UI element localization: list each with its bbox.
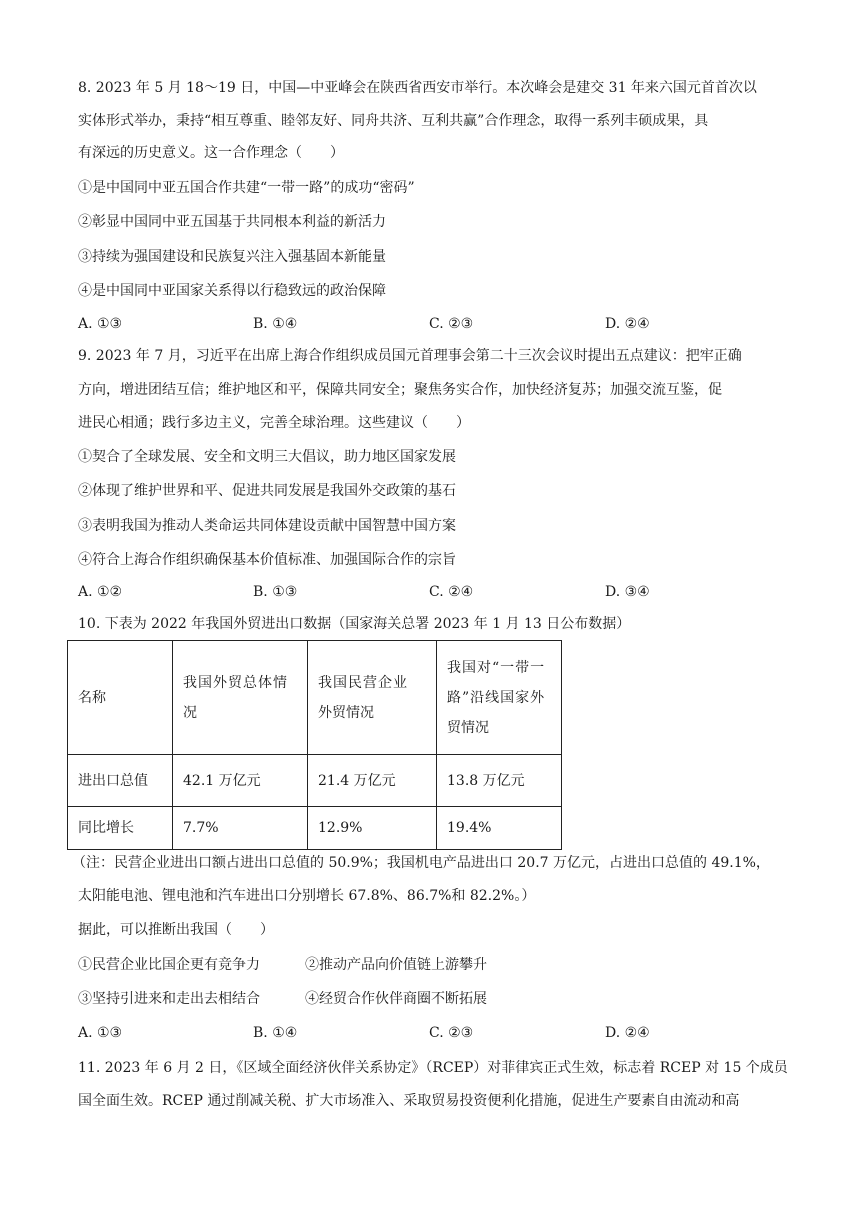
table-header-cell [437, 641, 562, 755]
q8-stem-line-2: 实体形式举办，秉持“相互尊重、睦邻友好、同舟共济、互利共赢”合作理念，取得一系列丰硕成果，具 [78, 113, 709, 129]
q8-option-c: C. ②③ [429, 316, 474, 332]
header-text: 我国对“一带一 [447, 659, 546, 676]
q10-option-b: B. ①④ [253, 1025, 298, 1041]
table-cell: 7.7% [173, 807, 308, 850]
q8-item-3: ③持续为强国建设和民族复兴注入强基固本新能量 [78, 249, 386, 265]
q10-ask: 据此，可以推断出我国（ ） [78, 922, 274, 938]
header-text: 我国外贸总体情 [183, 674, 288, 691]
q9-option-c: C. ②④ [429, 584, 474, 600]
header-text: 名称 [78, 689, 106, 706]
table-cell: 13.8 万亿元 [437, 755, 562, 807]
q10-stem: 10. 下表为 2022 年我国外贸进出口数据（国家海关总署 2023 年 1 月 13 日公布数据） [78, 616, 631, 632]
q8-option-d: D. ②④ [605, 316, 650, 332]
q8-option-a: A. ①③ [78, 316, 123, 332]
q9-option-a: A. ①② [78, 584, 123, 600]
q10-item-4: ④经贸合作伙伴商圈不断拓展 [305, 991, 487, 1007]
q10-option-c: C. ②③ [429, 1025, 474, 1041]
table-row [68, 807, 562, 850]
q8-item-4: ④是中国同中亚国家关系得以行稳致远的政治保障 [78, 283, 386, 299]
table-header-row [68, 641, 562, 755]
table-cell: 19.4% [437, 807, 562, 850]
q8-stem-line-3: 有深远的历史意义。这一合作理念（ ） [78, 145, 344, 161]
q10-option-d: D. ②④ [605, 1025, 650, 1041]
q11-stem-line-2: 国全面生效。RCEP 通过削减关税、扩大市场准入、采取贸易投资便利化措施，促进生产要素自由流动和高 [78, 1093, 740, 1109]
header-text: 贸情况 [447, 719, 489, 736]
table-cell: 进出口总值 [68, 755, 173, 807]
q8-stem-line-1: 8. 2023 年 5 月 18～19 日，中国—中亚峰会在陕西省西安市举行。本次峰会是建交 31 年来六国元首首次以 [78, 80, 757, 96]
q10-note-line-1: （注：民营企业进出口额占进出口总值的 50.9%；我国机电产品进出口 20.7 万亿元，占进出口总值的 49.1%， [72, 855, 770, 871]
q9-stem-line-2: 方向，增进团结互信；维护地区和平，保障共同安全；聚焦务实合作，加快经济复苏；加强交流互鉴，促 [78, 382, 722, 398]
q9-item-3: ③表明我国为推动人类命运共同体建设贡献中国智慧中国方案 [78, 518, 456, 534]
header-text: 外贸情况 [318, 704, 374, 721]
q9-item-4: ④符合上海合作组织确保基本价值标准、加强国际合作的宗旨 [78, 552, 456, 568]
q10-item-1: ①民营企业比国企更有竞争力 [78, 957, 260, 973]
q8-item-2: ②彰显中国同中亚五国基于共同根本利益的新活力 [78, 214, 386, 230]
q9-item-1: ①契合了全球发展、安全和文明三大倡议，助力地区国家发展 [78, 449, 456, 465]
q8-item-1: ①是中国同中亚五国合作共建“一带一路”的成功“密码” [78, 180, 415, 196]
table-cell: 同比增长 [68, 807, 173, 850]
header-text: 路”沿线国家外 [447, 689, 546, 706]
q10-option-a: A. ①③ [78, 1025, 123, 1041]
q10-note-line-2: 太阳能电池、锂电池和汽车进出口分别增长 67.8%、86.7%和 82.2%。） [78, 888, 536, 904]
q9-option-d: D. ③④ [605, 584, 650, 600]
q10-item-2: ②推动产品向价值链上游攀升 [305, 957, 487, 973]
q9-stem-line-1: 9. 2023 年 7 月，习近平在出席上海合作组织成员国元首理事会第二十三次会议时提出五点建议：把牢正确 [78, 348, 742, 364]
table-cell: 21.4 万亿元 [308, 755, 437, 807]
table-header-cell [308, 641, 437, 755]
q10-item-3: ③坚持引进来和走出去相结合 [78, 991, 260, 1007]
table-header-cell [173, 641, 308, 755]
q9-item-2: ②体现了维护世界和平、促进共同发展是我国外交政策的基石 [78, 483, 456, 499]
q11-stem-line-1: 11. 2023 年 6 月 2 日，《区域全面经济伙伴关系协定》（RCEP）对菲律宾正式生效，标志着 RCEP 对 15 个成员 [78, 1060, 788, 1076]
table-cell: 42.1 万亿元 [173, 755, 308, 807]
table-cell: 12.9% [308, 807, 437, 850]
table-header-cell [68, 641, 173, 755]
q9-option-b: B. ①③ [253, 584, 298, 600]
trade-data-table [67, 640, 562, 850]
q8-option-b: B. ①④ [253, 316, 298, 332]
table-row [68, 755, 562, 807]
header-text: 我国民营企业 [318, 674, 408, 691]
q9-stem-line-3: 进民心相通；践行多边主义，完善全球治理。这些建议（ ） [78, 415, 470, 431]
header-text: 况 [183, 704, 197, 721]
